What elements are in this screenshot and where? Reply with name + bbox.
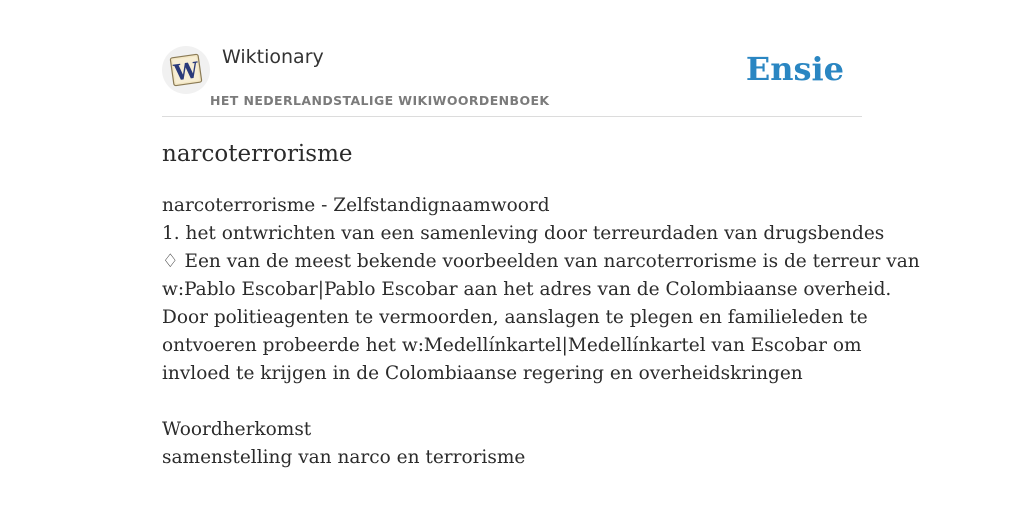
- definition-line: w:Pablo Escobar|Pablo Escobar aan het adres van de Colombiaanse overheid.: [162, 279, 892, 300]
- site-name[interactable]: Wiktionary: [222, 46, 324, 68]
- definition-body: [162, 192, 920, 472]
- etymology-text: samenstelling van narco en terrorisme: [162, 447, 526, 468]
- entry-content: [162, 138, 920, 472]
- wiktionary-tile-icon: [162, 46, 210, 94]
- definition-line: 1. het ontwrichten van een samenleving door terreurdaden van drugsbendes: [162, 223, 885, 244]
- ensie-brand-link[interactable]: Ensie: [745, 50, 844, 88]
- definition-line: ♢ Een van de meest bekende voorbeelden van narcoterrorisme is de terreur van: [162, 251, 920, 272]
- definition-line: narcoterrorisme - Zelfstandignaamwoord: [162, 195, 550, 216]
- definition-line: invloed te krijgen in de Colombiaanse regering en overheidskringen: [162, 363, 803, 384]
- site-header: [162, 40, 862, 117]
- definition-line: Door politieagenten te vermoorden, aanslagen te plegen en familieleden te: [162, 307, 868, 328]
- paragraph-gap: [162, 388, 862, 416]
- wiktionary-logo-icon[interactable]: [162, 46, 210, 94]
- logo-letter: W: [172, 57, 201, 87]
- definition-line: ontvoeren probeerde het w:Medellínkartel|Medellínkartel van Escobar om: [162, 335, 862, 356]
- etymology-heading: Woordherkomst: [162, 419, 312, 440]
- page-title: narcoterrorisme: [162, 141, 353, 167]
- site-tagline: HET NEDERLANDSTALIGE WIKIWOORDENBOEK: [210, 93, 550, 108]
